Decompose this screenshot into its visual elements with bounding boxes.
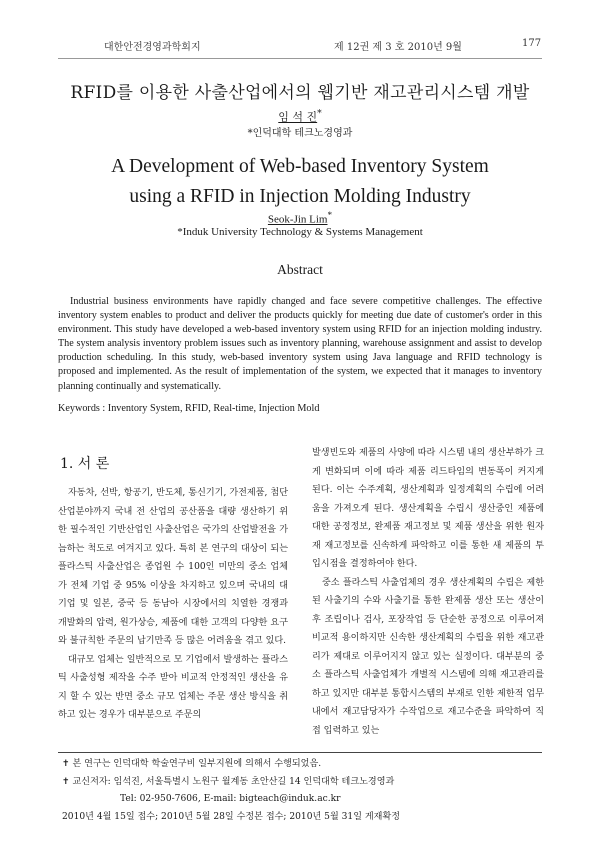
right-column <box>312 444 544 740</box>
paragraph: 대규모 업체는 일반적으로 모 기업에서 발생하는 플라스틱 사출성형 제작을 수주 받아 비교적 안정적인 생산을 유지 할 수 있는 반면 중소 규모 업체는 주문 생산 방식을 취하고 있는 경우가 대부분으로 주문의 <box>58 654 288 720</box>
english-title <box>0 152 600 212</box>
footnote-funding: ✝ 본 연구는 인덕대학 학술연구비 일부지원에 의해서 수행되었음. <box>62 759 322 769</box>
paragraph: 자동차, 선박, 항공기, 반도체, 통신기기, 가전제품, 첨단 산업분야까지 국내 전 산업의 공산품을 대량 생산하기 위한 필수적인 기반산업인 사출산업은 국가의 산업발전을 가늠하는 척도로 여겨지고 있다. 특히 본 연구의 대상이 되는 플라스틱 사출산업은 종업원 수 100인 미만의 중소 업체가 전체 기업 중 95% 이상을 차지하고 있으며 국내의 대기업 및 일본, 중국 등 동남아 시장에서의 치열한 경쟁과 개발화의 압력, 원가상승, 제품에 대한 고객의 다양한 요구와 불규칙한 주문의 납기만족 등 많은 어려움을 겪고 있다. <box>58 488 288 646</box>
paragraph: 발생빈도와 제품의 사양에 따라 시스템 내의 생산부하가 크게 변화되며 이에 따라 제품 리드타임의 변동폭이 커지게 된다. 이는 수주계획, 생산계획과 일정계획의 수립에 어려움을 가져오게 된다. 생산계획을 수립시 생산중인 제품에 대한 공정정보, 완제품 재고정보 및 제품 생산을 위한 원자재 재고정보를 신속하게 파악하고 이를 통한 새 제품의 투입시점을 결정하여야 한다. <box>312 448 544 569</box>
abstract-body: Industrial business environments have rapidly changed and face severe competitive challenges. The effective inventory system enables to product and deliver the products quickly for meeting due date of customer's order in this environment. This study have developed a web-based inventory system using RFID for an injection molding industry. The system analysis inventory problem issues such as inventory planning, warehouse assignment and assist to develop production scheduling. In this study, web-based inventory system using Java language and RFID technology is proposed and implemented. As the result of implementation of the system, we expected that it manages to inventory planning continually and systematically. <box>58 296 542 392</box>
footnote-contact: Tel: 02-950-7606, E-mail: bigteach@induk.ac.kr <box>120 794 341 805</box>
english-affiliation: *Induk University Technology & Systems Management <box>177 226 423 238</box>
left-column <box>58 484 288 725</box>
paragraph: 중소 플라스틱 사출업체의 경우 생산계획의 수립은 제한된 사출기의 수와 사출기를 통한 완제품 생산 또는 생산이후 조립이나 검사, 포장작업 등 단순한 공정으로 이루어져 비교적 용이하지만 신속한 생산계획의 수립을 위한 재고관리가 제대로 이루어지지 않고 있는 실정이다. 대부분의 중소 플라스틱 사출업체가 개별적 시스템에 의해 재고관리를 하고 있지만 대부분 통합시스템의 부재로 인한 제한적 업무 내에서 재고담당자가 수작업으로 재고수준을 파악하여 직접 입력하고 있는 <box>312 577 544 736</box>
section-title: 1. 서 론 <box>60 456 110 472</box>
footnote-rule <box>58 752 542 753</box>
running-header <box>0 36 600 56</box>
korean-author <box>0 108 600 125</box>
korean-title: RFID를 이용한 사출산업에서의 웹기반 재고관리시스템 개발 <box>70 83 530 103</box>
english-title-line2: using a RFID in Injection Molding Industry <box>129 186 471 207</box>
abstract-heading: Abstract <box>277 262 323 277</box>
footnote-dates: 2010년 4월 15일 접수; 2010년 5월 28일 수정본 접수; 2010년 5월 31일 게재확정 <box>62 811 401 822</box>
korean-author-name: 임 석 진 <box>278 110 318 124</box>
korean-affiliation: *인덕대학 테크노경영과 <box>247 128 353 139</box>
footnote-corresponding-author: ✝ 교신저자: 임석진, 서울특별시 노원구 월계동 초안산길 14 인덕대학 테크노경영과 <box>62 776 395 787</box>
issue-info: 제 12권 제 3 호 2010년 9월 <box>334 42 462 53</box>
english-author-name: Seok-Jin Lim <box>267 213 328 226</box>
keywords: Keywords : Inventory System, RFID, Real-time, Injection Mold <box>58 403 320 414</box>
page-number: 177 <box>522 38 542 49</box>
header-rule <box>58 58 542 59</box>
english-author-mark: * <box>327 210 333 220</box>
footnotes <box>62 756 542 826</box>
english-author <box>0 210 600 226</box>
english-title-line1: A Development of Web-based Inventory System <box>111 156 489 177</box>
korean-author-mark: * <box>317 108 322 119</box>
journal-name: 대한안전경영과학회지 <box>104 42 201 53</box>
